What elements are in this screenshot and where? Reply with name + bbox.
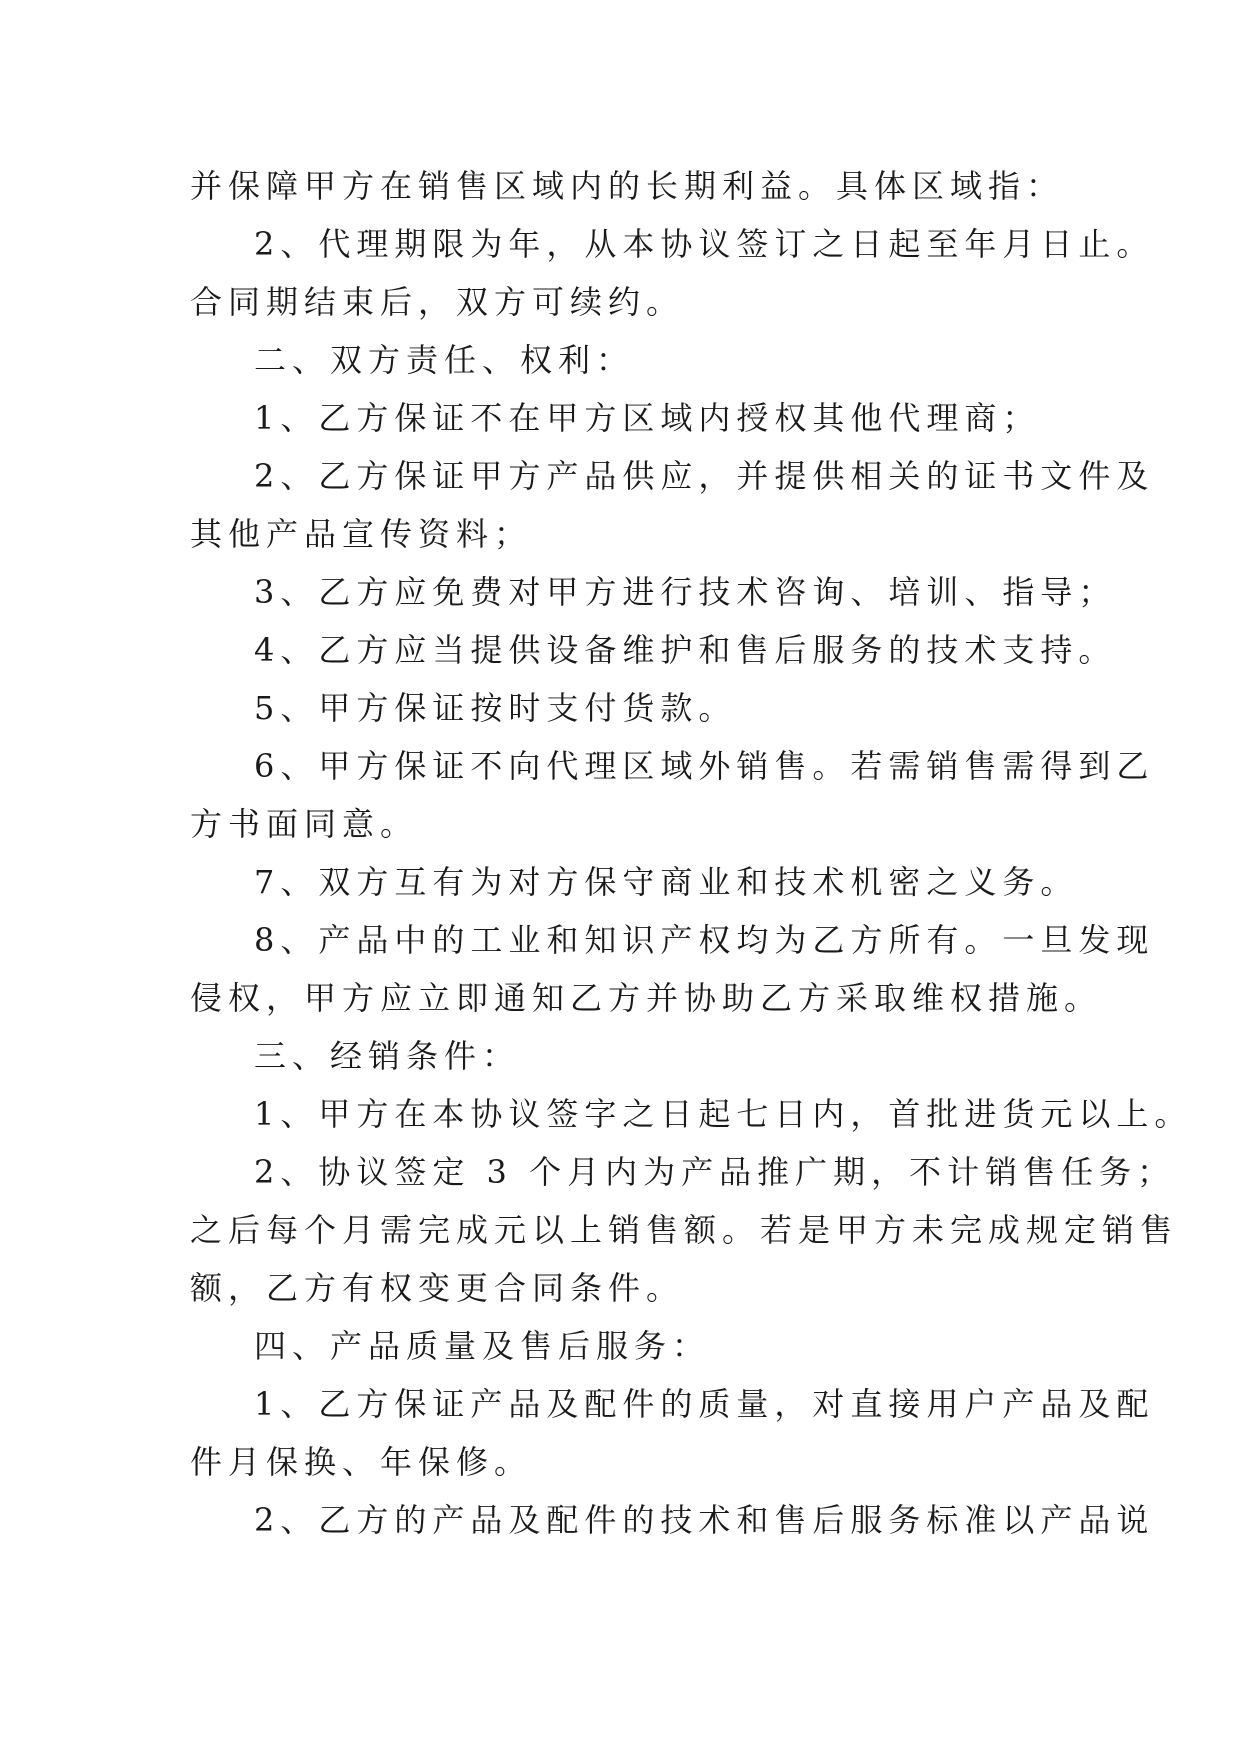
text-line: 8、产品中的工业和知识产权均为乙方所有。一旦发现 (254, 921, 1155, 959)
text-line: 2、代理期限为年，从本协议签订之日起至年月日止。 (254, 225, 1155, 263)
text-line: 1、乙方保证不在甲方区域内授权其他代理商； (254, 399, 1041, 437)
text-line: 件月保换、年保修。 (190, 1443, 533, 1481)
text-line: 5、甲方保证按时支付货款。 (254, 689, 737, 727)
text-line: 1、甲方在本协议签字之日起七日内，首批进货元以上。 (254, 1095, 1193, 1133)
text-line: 2、协议签定 3 个月内为产品推广期，不计销售任务； (254, 1153, 1176, 1191)
text-line: 并保障甲方在销售区域内的长期利益。具体区域指： (190, 167, 1065, 205)
section-heading: 四、产品质量及售后服务： (254, 1327, 711, 1365)
text-line: 2、乙方的产品及配件的技术和售后服务标准以产品说 (254, 1501, 1155, 1539)
text-line: 6、甲方保证不向代理区域外销售。若需销售需得到乙 (254, 747, 1155, 785)
text-line: 方书面同意。 (190, 805, 419, 843)
text-line: 其他产品宣传资料； (190, 515, 533, 553)
text-line: 4、乙方应当提供设备维护和售后服务的技术支持。 (254, 631, 1117, 669)
section-heading: 三、经销条件： (254, 1037, 521, 1075)
text-line: 合同期结束后，双方可续约。 (190, 283, 685, 321)
text-line: 2、乙方保证甲方产品供应，并提供相关的证书文件及 (254, 457, 1155, 495)
text-line: 3、乙方应免费对甲方进行技术咨询、培训、指导； (254, 573, 1117, 611)
text-line: 1、乙方保证产品及配件的质量，对直接用户产品及配 (254, 1385, 1155, 1423)
text-line: 额，乙方有权变更合同条件。 (190, 1269, 685, 1307)
text-line: 7、双方互有为对方保守商业和技术机密之义务。 (254, 863, 1079, 901)
text-line: 之后每个月需完成元以上销售额。若是甲方未完成规定销售 (190, 1211, 1179, 1249)
text-line: 侵权，甲方应立即通知乙方并协助乙方采取维权措施。 (190, 979, 1103, 1017)
section-heading: 二、双方责任、权利： (254, 341, 635, 379)
